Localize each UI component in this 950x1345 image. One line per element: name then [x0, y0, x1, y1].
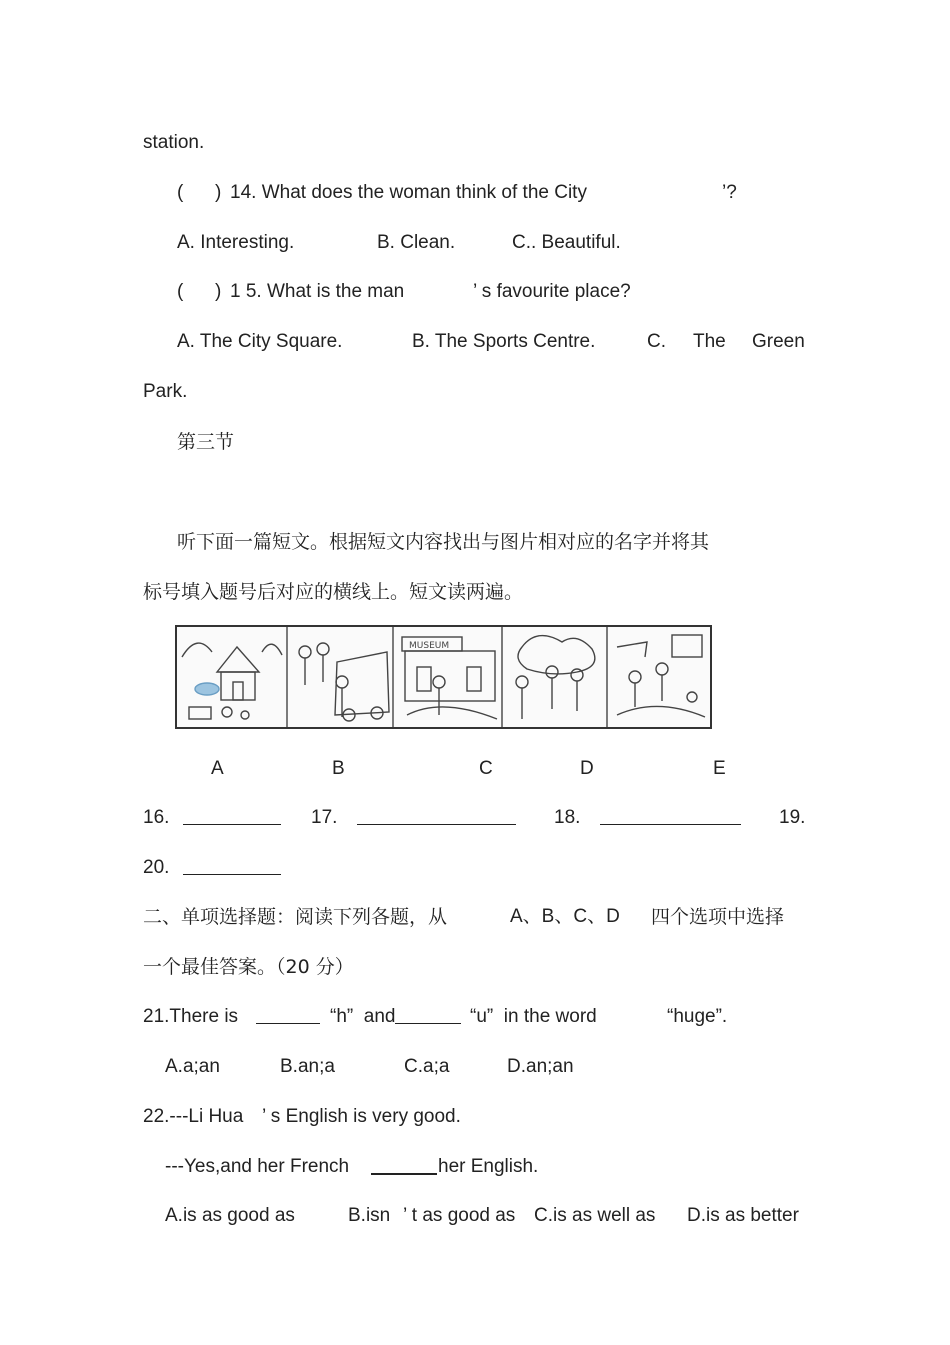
q22-option-a: A.is as good as	[165, 1205, 295, 1226]
q15-option-b: B. The Sports Centre.	[412, 331, 596, 352]
q22-stem-start: 22.---Li Hua	[143, 1106, 244, 1127]
q14-option-c: C.. Beautiful.	[512, 232, 621, 253]
q21-option-a: A.a;an	[165, 1056, 220, 1077]
q14-question-tail: ’?	[722, 182, 737, 203]
q21-stem-end: “huge”.	[667, 1006, 728, 1027]
q15-option-a: A. The City Square.	[177, 331, 343, 352]
q21-blank-2[interactable]	[395, 1005, 461, 1024]
part2-heading-options: A、B、C、D	[510, 906, 620, 927]
q18-number: 18.	[554, 807, 581, 828]
picture-label-c: C	[479, 758, 493, 779]
q21-stem-start: 21.There is	[143, 1006, 239, 1027]
q21-option-b: B.an;a	[280, 1056, 335, 1077]
q16-answer-blank[interactable]	[183, 806, 281, 825]
picture-label-e: E	[713, 758, 726, 779]
q21-stem-u: “u” in the word	[470, 1006, 597, 1027]
q15-option-c-letter: C.	[647, 331, 666, 352]
section-title: 第三节	[177, 431, 235, 453]
picture-strip	[175, 625, 712, 729]
q22-option-d: D.is as better	[687, 1205, 799, 1226]
picture-label-d: D	[580, 758, 594, 779]
q22-option-b-rest: ’ t as good as	[403, 1205, 516, 1226]
q15-option-c-end: Park.	[143, 381, 188, 402]
q14-question: 14. What does the woman think of the City	[230, 182, 587, 203]
q20-answer-blank[interactable]	[183, 856, 281, 875]
part2-heading-line2: 一个最佳答案。（20 分）	[143, 956, 354, 978]
picture-strip-drawing	[177, 627, 710, 727]
q21-option-c: C.a;a	[404, 1056, 450, 1077]
picture-label-b: B	[332, 758, 345, 779]
svg-text:MUSEUM: MUSEUM	[409, 641, 450, 651]
q15-option-c-word1: The	[693, 331, 726, 352]
q22-blank[interactable]	[371, 1155, 437, 1175]
q22-stem-end: ’ s English is very good.	[262, 1106, 461, 1127]
q14-option-b: B. Clean.	[377, 232, 456, 253]
q16-number: 16.	[143, 807, 170, 828]
q21-blank-1[interactable]	[256, 1005, 320, 1024]
part2-heading-end: 四个选项中选择	[651, 906, 785, 928]
q14-option-a: A. Interesting.	[177, 232, 295, 253]
q22-option-c: C.is as well as	[534, 1205, 656, 1226]
q21-option-d: D.an;an	[507, 1056, 574, 1077]
q22-reply-start: ---Yes,and her French	[165, 1156, 350, 1177]
instruction-line-1: 听下面一篇短文。根据短文内容找出与图片相对应的名字并将其	[177, 531, 710, 553]
q15-option-c-word2: Green	[752, 331, 805, 352]
q17-answer-blank[interactable]	[357, 806, 516, 825]
q15-question-tail: ’ s favourite place?	[473, 281, 631, 302]
q20-number: 20.	[143, 857, 170, 878]
text-line-station: station.	[143, 132, 205, 153]
q14-answer-bracket: ( )	[177, 182, 222, 203]
q21-stem-h: “h” and	[330, 1006, 396, 1027]
q17-number: 17.	[311, 807, 338, 828]
q15-question: 1 5. What is the man	[230, 281, 405, 302]
q19-number: 19.	[779, 807, 806, 828]
q22-reply-end: her English.	[438, 1156, 539, 1177]
q18-answer-blank[interactable]	[600, 806, 741, 825]
q22-option-b: B.isn	[348, 1205, 391, 1226]
instruction-line-2: 标号填入题号后对应的横线上。短文读两遍。	[143, 581, 524, 603]
picture-label-a: A	[211, 758, 224, 779]
part2-heading-start: 二、单项选择题：阅读下列各题，从	[143, 906, 448, 928]
q15-answer-bracket: ( )	[177, 281, 222, 302]
